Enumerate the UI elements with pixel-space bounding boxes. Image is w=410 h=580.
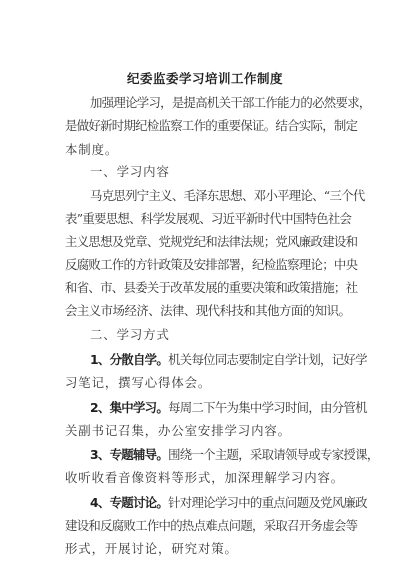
method-item-line: 形式，开展讨论，研究对策。 xyxy=(65,541,238,556)
method-item-line: 关副书记召集，办公室安排学习内容。 xyxy=(65,423,291,438)
method-item-label: 1、分散自学。 xyxy=(90,352,169,367)
method-item-text: 每周二下午为集中学习时间，由分管机 xyxy=(168,400,367,415)
method-item-line xyxy=(90,447,379,463)
paragraph-line: 表”重要思想、科学发展观、习近平新时代中国特色社会 xyxy=(65,211,352,226)
method-item-label: 3、专题辅导。 xyxy=(90,447,169,462)
method-item-text: 针对理论学习中的重点问题及党风廉政 xyxy=(168,495,367,510)
paragraph-line: 马克思列宁主义、毛泽东思想、邓小平理论、“三个代 xyxy=(90,188,365,203)
method-item-line: 习笔记，撰写心得体会。 xyxy=(65,375,212,390)
method-item-line xyxy=(90,352,367,368)
intro-line: 是做好新时期纪检监察工作的重要保证。结合实际，制定 xyxy=(65,118,358,133)
method-item-line xyxy=(90,400,367,416)
method-item-label: 4、专题讨论。 xyxy=(90,495,169,510)
method-item-line xyxy=(90,495,367,511)
paragraph-line: 反腐败工作的方针政策及安排部署，纪检监察理论；中央 xyxy=(65,257,358,272)
method-item-text: 机关每位同志要制定自学计划，记好学 xyxy=(168,352,367,367)
intro-line: 本制度。 xyxy=(65,142,119,157)
method-item-line: 收听收看音像资料等形式，加深理解学习内容。 xyxy=(65,470,345,485)
section-heading-content: 一、学习内容 xyxy=(90,164,170,179)
document-title: 纪委监委学习培训工作制度 xyxy=(126,71,283,86)
method-item-text: 围绕一个主题，采取请领导或专家授课， xyxy=(168,447,379,462)
paragraph-line: 主义思想及党章、党规党纪和法律法规；党风廉政建设和 xyxy=(65,234,358,249)
method-item-line: 建设和反腐败工作中的热点难点问题，采取召开务虚会等 xyxy=(65,518,358,533)
intro-line: 加强理论学习，是提高机关干部工作能力的必然要求， xyxy=(90,95,371,110)
paragraph-line: 会主义市场经济、法律、现代科技和其他方面的知识。 xyxy=(65,303,351,318)
section-heading-methods: 二、学习方式 xyxy=(90,327,170,342)
method-item-label: 2、集中学习。 xyxy=(90,400,169,415)
paragraph-line: 和省、市、县委关于改革发展的重要决策和政策措施；社 xyxy=(65,280,358,295)
